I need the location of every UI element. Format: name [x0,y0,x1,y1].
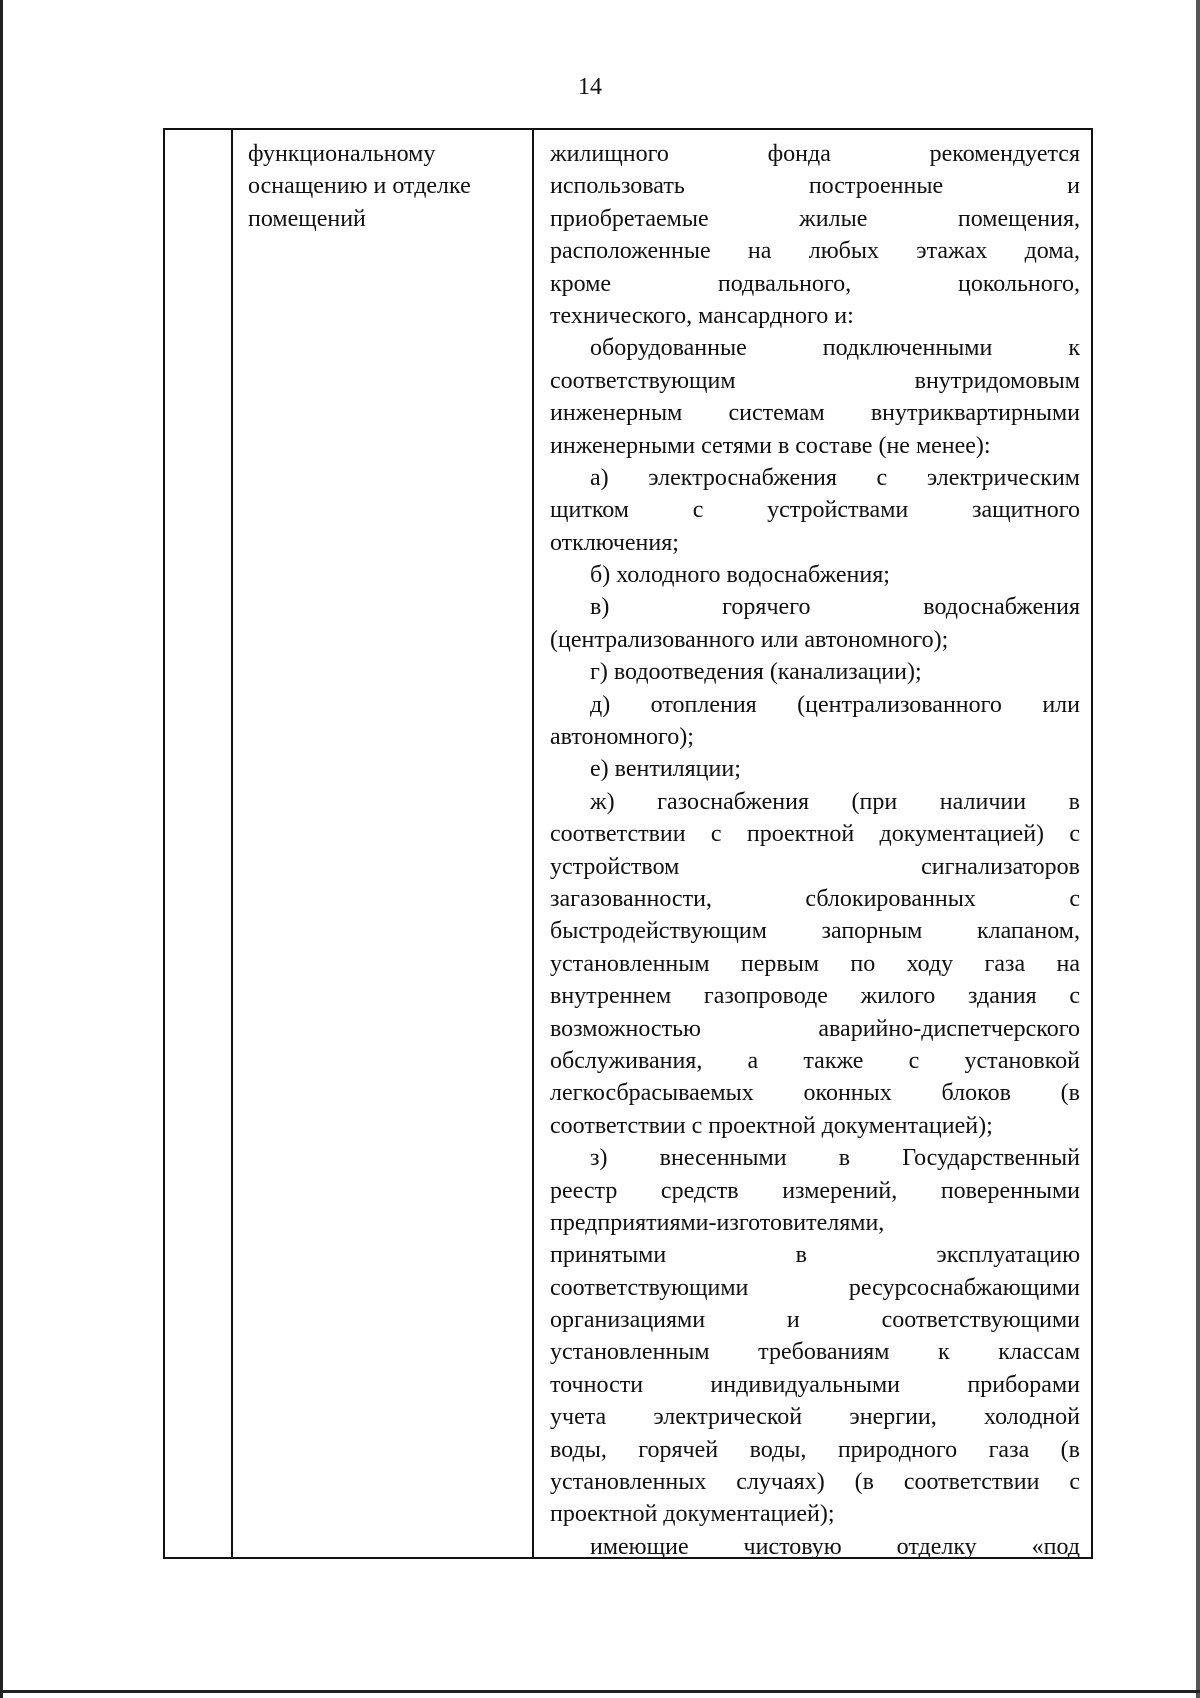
page-number: 14 [578,74,602,100]
scan-edge-right [1196,0,1200,1698]
text-line: соответствии с проектной документацией) с [550,821,1080,848]
requirement-label-cell [248,138,518,235]
text-line: соответствии с проектной документацией); [550,1112,993,1139]
column-divider [532,130,534,1557]
column-divider [231,130,233,1557]
text-line: использовать построенные и [550,173,1080,200]
text-line: обслуживания, а также с установкой [550,1047,1080,1074]
text-line: установленным первым по ходу газа на [550,950,1080,977]
text-line: оборудованные подключенными к [590,335,1080,362]
text-line: г) водоотведения (канализации); [590,659,922,686]
text-line: реестр средств измерений, поверенными [550,1177,1080,1204]
text-line: предприятиями-изготовителями, [550,1209,885,1236]
text-line: в) горячего водоснабжения [590,594,1080,621]
text-line: технического, мансардного и: [550,302,854,329]
scan-edge-bottom [0,1690,1200,1693]
text-line: воды, горячей воды, природного газа (в [550,1436,1080,1463]
text-line: проектной документацией); [550,1501,835,1528]
text-line: принятыми в эксплуатацию [550,1242,1080,1269]
text-line: д) отопления (централизованного или [590,691,1080,718]
text-line: точности индивидуальными приборами [550,1371,1080,1398]
text-line: расположенные на любых этажах дома, [550,238,1080,265]
text-line: б) холодного водоснабжения; [590,562,890,589]
text-line: устройством сигнализаторов [550,853,1080,880]
text-line: организациями и соответствующими [550,1307,1080,1334]
text-line: ж) газоснабжения (при наличии в [590,788,1080,815]
text-line: отключения; [550,529,679,556]
text-line: установленным требованиям к классам [550,1339,1080,1366]
requirements-table [163,128,1093,1559]
text-line: возможностью аварийно-диспетчерского [550,1015,1080,1042]
text-line: инженерным системам внутриквартирными [550,400,1080,427]
text-line: кроме подвального, цокольного, [550,270,1080,297]
text-line: приобретаемые жилые помещения, [550,205,1080,232]
label-line: помещений [248,205,366,232]
text-line: легкосбрасываемых оконных блоков (в [550,1080,1080,1107]
text-line: соответствующими ресурсоснабжающими [550,1274,1080,1301]
text-line: е) вентиляции; [590,756,741,783]
scan-edge-left [0,0,3,1698]
text-line: быстродействующим запорным клапаном, [550,918,1080,945]
text-line: жилищного фонда рекомендуется [550,141,1080,167]
text-line: з) внесенными в Государственный [590,1145,1080,1172]
text-line: внутреннем газопроводе жилого здания с [550,983,1080,1010]
text-line: (централизованного или автономного); [550,626,949,653]
text-line: щитком с устройствами защитного [550,497,1080,524]
text-line: установленных случаях) (в соответствии с [550,1469,1080,1496]
text-line: автономного); [550,724,694,751]
text-line: а) электроснабжения с электрическим [590,464,1080,491]
label-line: функциональному [248,141,436,167]
text-line: имеющие чистовую отделку «под [590,1533,1080,1560]
text-line: загазованности, сблокированных с [550,885,1080,912]
row-index-cell [165,130,231,1557]
label-line: оснащению и отделке [248,173,471,200]
requirement-text-cell [550,138,1080,1563]
text-line: учета электрической энергии, холодной [550,1404,1080,1431]
text-line: инженерными сетями в составе (не менее): [550,432,991,459]
text-line: соответствующим внутридомовым [550,367,1080,394]
